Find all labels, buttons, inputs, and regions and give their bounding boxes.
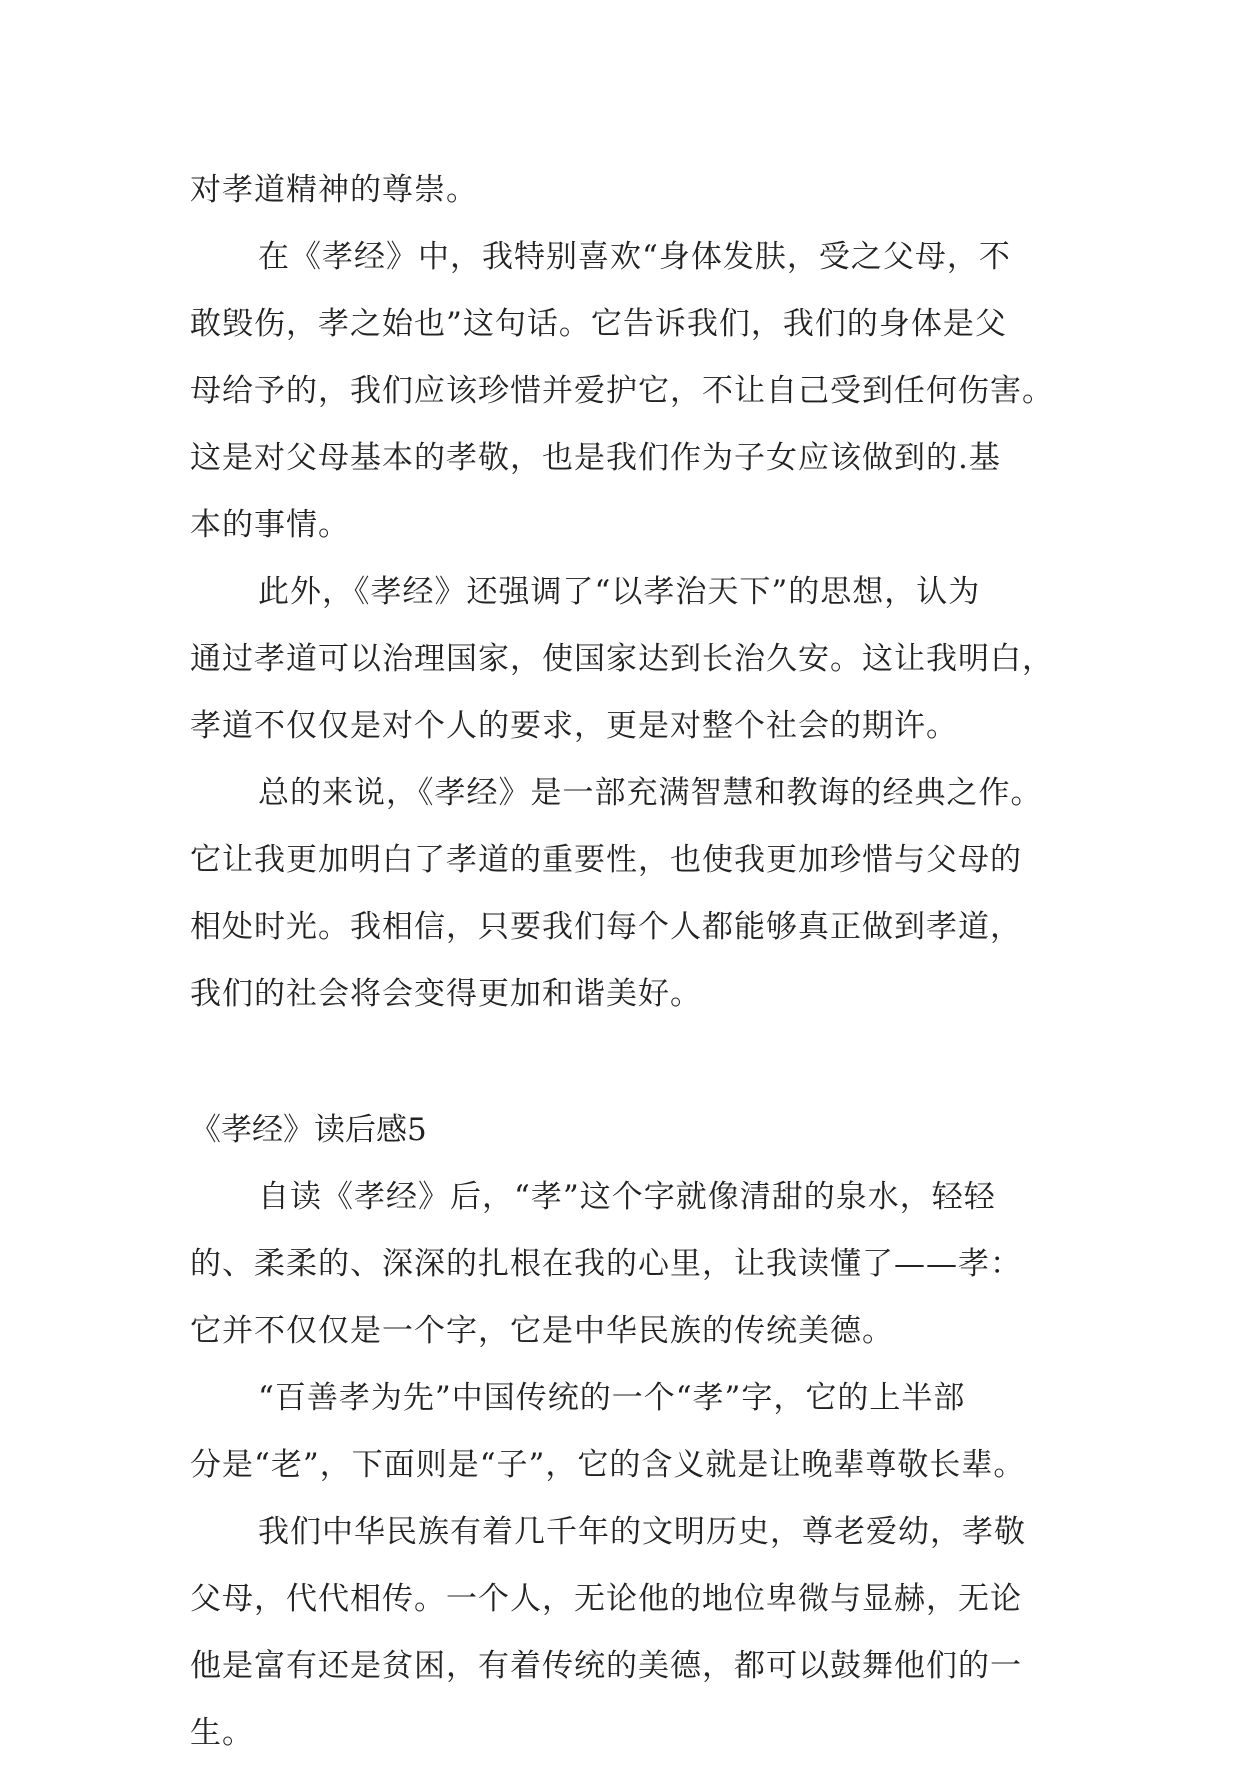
paragraph-line: 对孝道精神的尊崇。 [190, 172, 478, 208]
paragraph-line: 敢毁伤，孝之始也”这句话。它告诉我们，我们的身体是父 [190, 306, 1007, 342]
paragraph-line: 本的事情。 [190, 507, 350, 543]
paragraph-line: 母给予的，我们应该珍惜并爱护它，不让自己受到任何伤害。 [190, 373, 1054, 409]
paragraph-line: 此外，《孝经》还强调了“以孝治天下”的思想，认为 [258, 574, 981, 610]
paragraph-line: 这是对父母基本的孝敬，也是我们作为子女应该做到的.基 [190, 440, 1001, 476]
paragraph-line: 它并不仅仅是一个字，它是中华民族的传统美德。 [190, 1313, 894, 1349]
paragraph-line: 我们的社会将会变得更加和谐美好。 [190, 976, 702, 1012]
paragraph-line: 自读《孝经》后，“孝”这个字就像清甜的泉水，轻轻 [258, 1179, 996, 1215]
paragraph-line: 通过孝道可以治理国家，使国家达到长治久安。这让我明白， [190, 641, 1054, 677]
paragraph-line: 孝道不仅仅是对个人的要求，更是对整个社会的期许。 [190, 708, 958, 744]
paragraph-line: 在《孝经》中，我特别喜欢“身体发肤，受之父母，不 [258, 239, 1011, 275]
paragraph-line: “百善孝为先”中国传统的一个“孝”字，它的上半部 [258, 1380, 966, 1416]
paragraph-line: 的、柔柔的、深深的扎根在我的心里，让我读懂了——孝： [190, 1246, 1022, 1282]
paragraph-line: 相处时光。我相信，只要我们每个人都能够真正做到孝道， [190, 909, 1022, 945]
paragraph-line: 它让我更加明白了孝道的重要性，也使我更加珍惜与父母的 [190, 842, 1022, 878]
paragraph-line: 生。 [190, 1715, 254, 1751]
paragraph-line: 分是“老”，下面则是“子”，它的含义就是让晚辈尊敬长辈。 [190, 1447, 1026, 1483]
paragraph-line: 父母，代代相传。一个人，无论他的地位卑微与显赫，无论 [190, 1581, 1022, 1617]
section-spacer [190, 1028, 1070, 1097]
section-heading: 《孝经》读后感5 [190, 1112, 427, 1148]
paragraph-line: 他是富有还是贫困，有着传统的美德，都可以鼓舞他们的一 [190, 1648, 1022, 1684]
paragraph-line: 总的来说，《孝经》是一部充满智慧和教诲的经典之作。 [258, 775, 1043, 811]
document-body [190, 157, 1070, 1767]
paragraph-line: 我们中华民族有着几千年的文明历史，尊老爱幼，孝敬 [258, 1514, 1026, 1550]
